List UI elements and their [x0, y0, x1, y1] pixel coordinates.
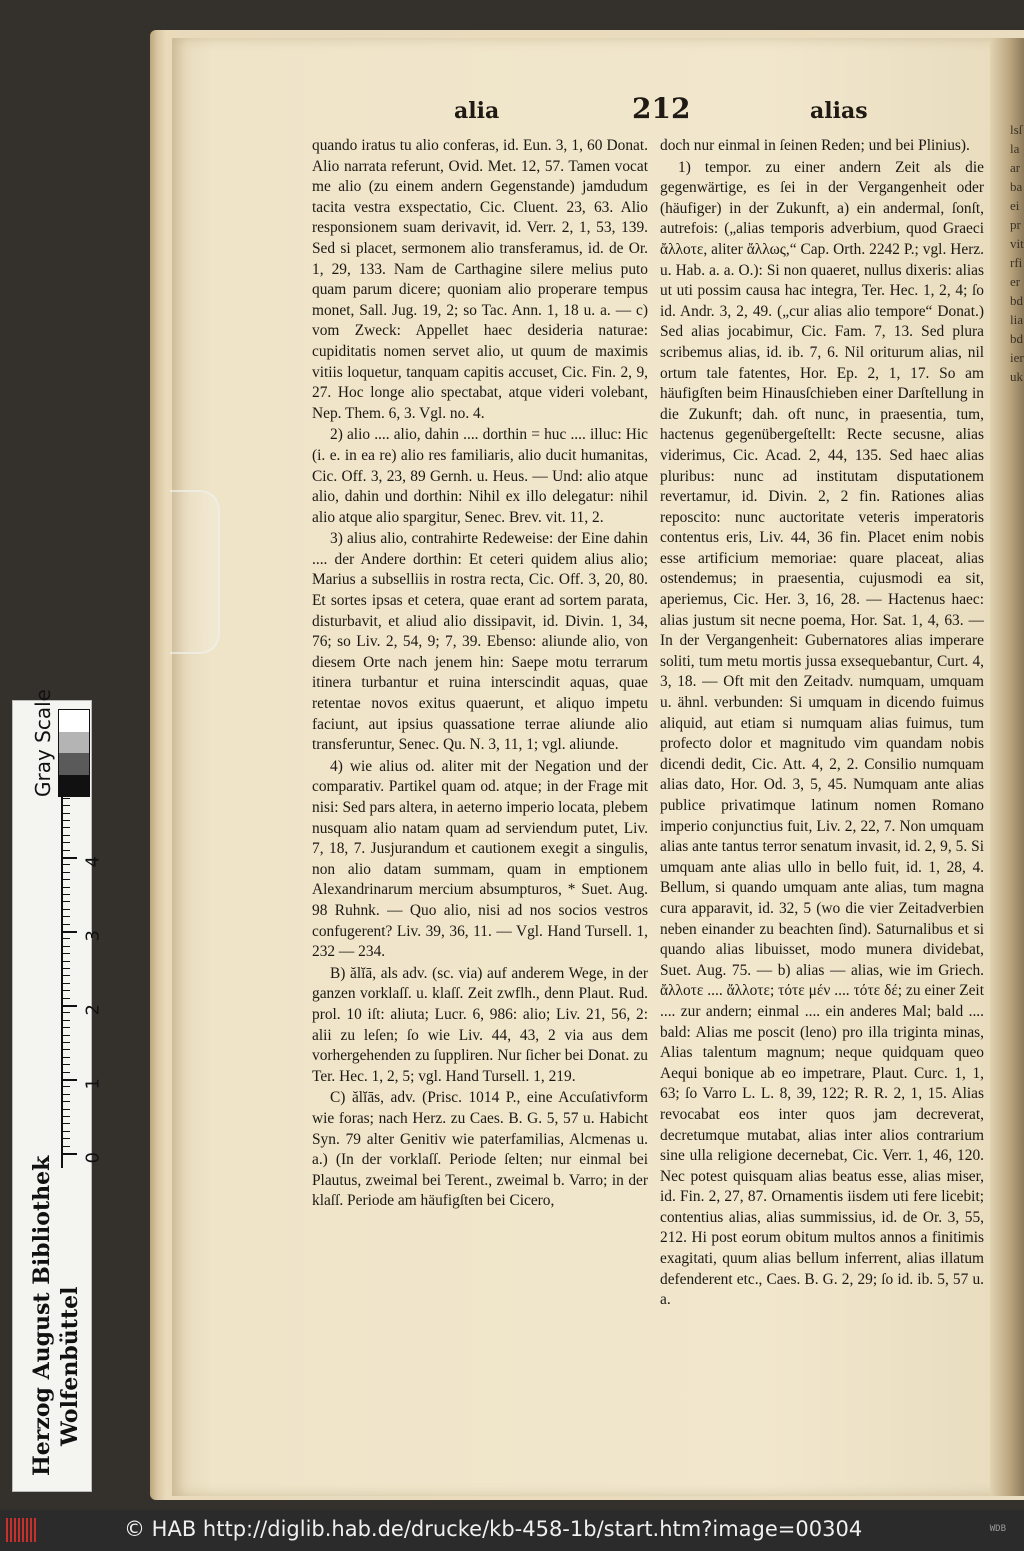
book-page	[172, 38, 1024, 1496]
ruler-tick	[63, 1035, 70, 1036]
ruler-tick	[63, 1057, 70, 1058]
ruler-tick	[63, 1116, 70, 1117]
ruler-tick	[63, 968, 70, 969]
ruler-tick	[63, 1027, 70, 1028]
ruler-tick	[63, 1153, 77, 1155]
cm-ruler	[61, 783, 104, 1168]
ruler-tick	[63, 931, 77, 933]
ruler-tick	[63, 909, 70, 910]
ruler-tick	[63, 864, 70, 865]
ruler-number: 2	[82, 1004, 104, 1016]
ruler-tick	[63, 1094, 70, 1095]
page-header	[172, 92, 1024, 138]
logo-stripe	[10, 1518, 12, 1542]
ruler-tick	[63, 820, 70, 821]
paragraph: C) ălĭās, adv. (Prisc. 1014 P., eine Accuſativform wie foras; nach Herz. zu Caes. B. G. 5, 57 u. Habicht Syn. 79 alter Genitiv wie paterfamilias, Alcmenas u. a.) (In der vorklaſſ. Periode ſelten; nur einmal bei Plautus, zweimal bei Terent., zweimal b. Varro; in der klaſſ. Periode am häufigſten bei Cicero,	[312, 1089, 648, 1210]
ruler-tick	[63, 1101, 70, 1102]
library-name	[23, 1155, 83, 1476]
ruler-tick	[63, 1086, 70, 1087]
ruler-tick	[63, 798, 70, 799]
ruler-tick	[63, 990, 70, 991]
logo-stripe	[26, 1518, 28, 1542]
bookmark-ribbon	[170, 490, 220, 654]
paragraph: 4) wie alius od. aliter mit der Negation und der comparativ. Partikel quam od. atque; in der Frage mit nisi: Sed pars altera, in aeterno imperio locata, plebem nusquam alio natam quam ad serviendum putet, Liv. 7, 18, 7. Jusjurandum et cautionem exegit a singulis, non alio datam summam, quam in emptionem Alexandrinarum mercium absumpturos, * Suet. Aug. 98 Ruhnk. — Quo alio, nisi ad nos socios vestros confugerent? Liv. 39, 36, 11. — Vgl. Hand Tursell. 1, 232 — 234.	[312, 757, 648, 961]
ruler-tick	[63, 1020, 70, 1021]
logo-stripe	[34, 1518, 36, 1542]
next-page-edge-text: lsſlaarbaeiprvitrfierbdliabdieruk	[1010, 122, 1024, 384]
page-number: 212	[632, 92, 691, 125]
ruler-tick	[63, 850, 70, 851]
ruler-tick	[63, 1109, 70, 1110]
swatch	[59, 732, 89, 754]
ruler-number: 1	[82, 1078, 104, 1090]
ruler-number: 4	[82, 856, 104, 868]
ruler-tick	[63, 1064, 70, 1065]
ruler-tick	[63, 975, 70, 976]
swatch	[59, 753, 89, 775]
ruler-tick	[63, 998, 70, 999]
ruler-tick	[63, 961, 70, 962]
ruler-tick	[63, 842, 70, 843]
ruler-tick	[63, 879, 70, 880]
ruler-tick	[63, 1072, 70, 1073]
hab-logo-icon	[6, 1518, 36, 1542]
gray-scale-label: Gray Scale	[31, 689, 55, 797]
logo-stripe	[22, 1518, 24, 1542]
ruler-tick	[63, 1049, 70, 1050]
ruler-tick	[63, 857, 77, 859]
header-right-word: alias	[810, 98, 868, 124]
status-bar	[0, 1510, 1024, 1551]
ruler-tick	[63, 835, 70, 836]
wdb-tag: WDB	[989, 1524, 1006, 1534]
ruler-tick	[63, 887, 70, 888]
ruler-tick	[63, 1079, 77, 1081]
right-text-column	[660, 136, 984, 1496]
library-line-2: Wolfenbüttel	[57, 1286, 83, 1446]
gray-scale-card	[12, 689, 104, 1492]
logo-stripe	[18, 1518, 20, 1542]
left-text-column	[312, 136, 648, 1496]
ruler-number: 0	[82, 1152, 104, 1164]
swatch	[59, 710, 89, 732]
ruler-tick	[63, 1042, 70, 1043]
ruler-tick	[63, 924, 70, 925]
ruler-number: 3	[82, 930, 104, 942]
ruler-tick	[63, 1005, 77, 1007]
ruler-tick	[63, 813, 70, 814]
ruler-tick	[63, 983, 70, 984]
ruler-tick	[63, 938, 70, 939]
ruler-tick	[63, 1012, 70, 1013]
header-left-word: alia	[454, 98, 500, 124]
ruler-tick	[63, 916, 70, 917]
ruler-tick	[63, 1123, 70, 1124]
paragraph: 3) alius alio, contrahirte Redeweise: der Eine dahin .... der Andere dorthin: Et ceteri quidem alius alio; Marius a subselliis in rostra recta, Cic. Off. 3, 20, 80. Et sortes ipsas et cetera, quae erant ad sortem parata, disturbavit, et aliud alio dissipavit, id. Divin. 1, 34, 76; so Liv. 2, 54, 9; 7, 39. Ebenso: aliunde alio, von diesem Orte nach jenem hin: Saepe motu terrarum itinera turbantur et ruina interscindit aquas, quae retentae novos exitus quaerunt, et aliquo impetu faciunt, aut ipsius quassatione terrae aliunde alio transferuntur, Senec. Qu. N. 3, 11, 1; vgl. aliunde.	[312, 530, 648, 754]
ruler-tick	[63, 872, 70, 873]
paragraph: 2) alio .... alio, dahin .... dorthin = huc .... illuc: Hic (i. e. in ea re) alio res familiaris, alio ducit humanitas, Cic. Off. 3, 23, 89 Gernh. u. Heus. — Und: alio atque alio, dahin und dorthin: Nihil ex illo delegatur: nihil alio atque alio spargitur, Senec. Brev. vit. 11, 2.	[312, 426, 648, 526]
ruler-tick	[63, 827, 70, 828]
logo-stripe	[30, 1518, 32, 1542]
ruler-tick	[63, 1131, 70, 1132]
logo-stripe	[14, 1518, 16, 1542]
logo-stripe	[6, 1518, 8, 1542]
library-line-1: Herzog August Bibliothek	[29, 1155, 55, 1476]
paragraph: B) ălĭā, als adv. (sc. via) auf anderem Wege, in der ganzen vorklaſſ. u. klaſſ. Zeit zwflh., denn Plaut. Rud. prol. 10 iſt: aliuta; Lucr. 6, 986: alio; Liv. 21, 56, 2: alii zu leſen; ſo wie Liv. 44, 43, 2 via aus dem vorhergehenden zu ſuppliren. Nur ſicher bei Donat. zu Ter. Hec. 1, 2, 5; vgl. Hand Tursell. 1, 219.	[312, 964, 648, 1085]
ruler-tick	[63, 946, 70, 947]
paragraph: quando iratus tu alio conferas, id. Eun. 3, 1, 60 Donat. Alio narrata referunt, Ovid. Met. 12, 57. Tamen vocat me alio (zu einem andern Gegenstande) jamdudum tacita vestra exspectatio, Cic. Cluent. 23, 63. Alio responsionem suam derivavit, id. Verr. 2, 1, 53, 139. Sed si placet, sermonem alio transferamus, id. de Or. 1, 29, 133. Nam de Carthagine silere melius puto quam parum dicere; quoniam alio properare tempus monet, Sall. Jug. 19, 2; so Tac. Ann. 1, 18 u. a. — c) vom Zweck: Appellet haec desideria naturae: cupiditatis nomen servet alio, ut quum de maximis vitiis loquetur, tanquam capitis accuset, Cic. Fin. 2, 9, 27. Hoc longe alio spectabat, atque videri volebant, Nep. Them. 6, 3. Vgl. no. 4.	[312, 137, 648, 422]
ruler-tick	[63, 901, 70, 902]
paragraph: 1) tempor. zu einer andern Zeit als die gegenwärtige, es ſei in der Vergangenheit oder (häufiger) in der Zukunft, a) ein andermal, ſonſt, autrefois: („alias temporis adverbium, quod Graeci ἄλλοτε, aliter ἄλλως,“ Cap. Orth. 2242 P.; vgl. Herz. u. Hab. a. a. O.): Si non quaeret, nullus dixeris: alias ut uti possim causa hac integra, Ter. Hec. 1, 2, 4; ſo id. Andr. 3, 2, 49. („cur alias alio tempore“ Donat.) Sed alias jocabimur, Cic. Fam. 7, 13. Sed plura scribemus alias, id. ib. 7, 6. Nil oriturum alias, nil ortum tale fatentes, Hor. Ep. 2, 1, 17. So am häufigſten beim Hinausſchieben einer Darſtellung in die Zukunft; dah. oft nunc, in praesentia, tum, hactenus gegenübergeſtellt: Recte secusne, alias viderimus, Cic. Acad. 2, 44, 135. Sed haec alias pluribus: nunc ad institutam disputationem revertamur, id. Divin. 2, 2 fin. Rationes alias reposcito: nunc auctoritate veteris imperatoris contentus eris, Liv. 44, 36 fin. Placet enim nobis esse artificium memoriae: quare placeat, alias ostendemus; in praesentia, cujusmodi ea sit, aperiemus, Cic. Her. 3, 16, 28. — Hactenus haec: alias justum sit necne poema, Hor. Sat. 1, 4, 63. — In der Vergangenheit: Gubernatores alias imperare soliti, tum metu mortis jussa exsequebantur, Curt. 4, 3, 18. — Oft mit den Zeitadv. numquam, umquam u. ähnl. verbunden: Si umquam in dicendo fuimus aliquid, aut etiam si numquam alias fuimus, tum profecto dolor et magnitudo vim quandam nobis dicendi dedit, Cic. Att. 4, 2, 2. Consilio numquam alias dato, Hor. Od. 3, 5, 45. Numquam ante alias publice privatimque latinum nomen Romano imperio conjunctius fuit, Liv. 2, 22, 7. Non umquam alias ante tantus terror senatum invasit, id. 2, 9, 5. Si umquam ante alias ullo in bello fuit, id. 1, 28, 4. Bellum, si quando umquam ante alias, tum magna cura apparavit, id. 32, 5 (wo die vier Zeitadverbien neben einander zu beachten ſind). Saturnalibus et si quando alias libuisset, modo munera dividebat, Suet. Aug. 75. — b) alias — alias, wie im Griech. ἄλλοτε .... ἄλλοτε; τότε μέν .... τότε δέ; zu einer Zeit .... zur andern; einmal .... ein anderes Mal; bald .... bald: Alias me poscit (leno) pro illa triginta minas, Alias talentum magnum; neque quidquam queo Aequi bonique ab eo impetrare, Plaut. Curc. 1, 1, 63; ſo Varro L. L. 8, 39, 122; R. R. 2, 1, 15. Alias revocabat eos inter quos jam decreverat, decretumque mutabat, alias inter alios contrarium sine ulla religione decernebat, Cic. Verr. 1, 46, 120. Nec potest quisquam alias beatus esse, alias miser, id. Fin. 2, 27, 87. Ornamentis iisdem uti fere licebit; contentius alias, alias summissius, id. de Or. 3, 55, 212. Hi post eorum obitum multos annos a finitimis exagitati, quum alias bellum inferrent, alias illatum defenderent etc., Caes. B. G. 2, 29; ſo id. ib. 5, 57 u. a.	[660, 158, 984, 1309]
ruler-tick	[63, 1146, 70, 1147]
ruler-tick	[63, 953, 70, 954]
copyright-url[interactable]: © HAB http://diglib.hab.de/drucke/kb-458-1b/start.htm?image=00304	[124, 1517, 863, 1541]
ruler-tick	[63, 805, 70, 806]
ruler-tick	[63, 894, 70, 895]
paragraph: doch nur einmal in ſeinen Reden; und bei Plinius).	[660, 137, 970, 154]
ruler-tick	[63, 1138, 70, 1139]
